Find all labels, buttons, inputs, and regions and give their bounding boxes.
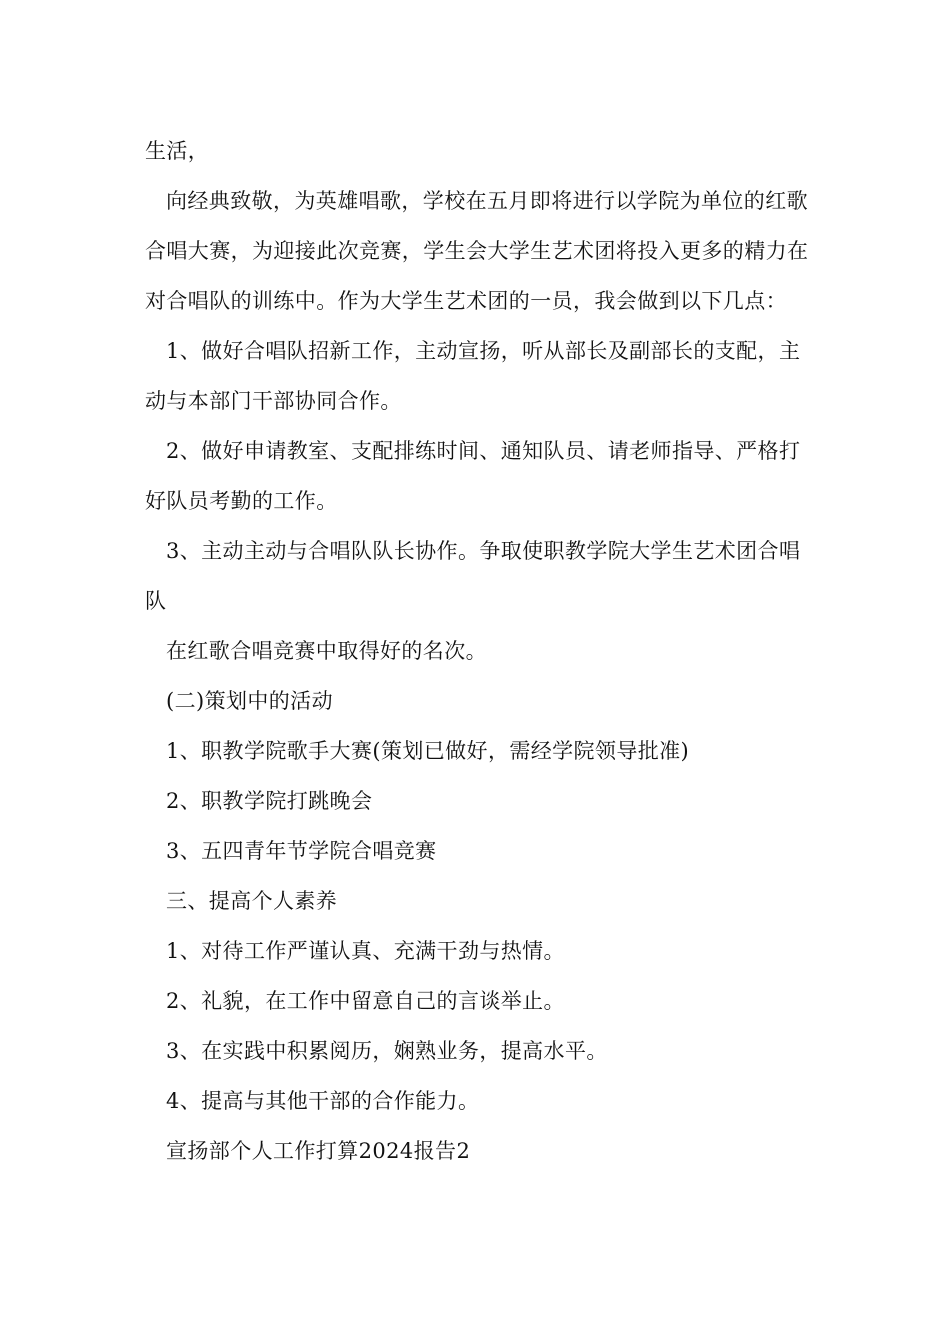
activity-item-1: 1、职教学院歌手大赛(策划已做好，需经学院领导批准) (166, 739, 690, 763)
quality-item-2: 2、礼貌，在工作中留意自己的言谈举止。 (166, 989, 565, 1013)
paragraph-intro: 向经典致敬，为英雄唱歌，学校在五月即将进行以学院为单位的红歌合唱大赛，为迎接此次竞赛，学生会大学生艺术团将投入更多的精力在对合唱队的训练中。作为大学生艺术团的一员，我会做到以下几点： (145, 189, 809, 313)
report-title: 宣扬部个人工作打算2024报告2 (166, 1139, 471, 1163)
quality-item-4: 4、提高与其他干部的合作能力。 (166, 1089, 480, 1113)
activity-item-3: 3、五四青年节学院合唱竞赛 (166, 839, 437, 863)
section-heading-planned-activities: (二)策划中的活动 (166, 689, 333, 713)
activity-item-2: 2、职教学院打跳晚会 (166, 789, 373, 813)
quality-item-3: 3、在实践中积累阅历，娴熟业务，提高水平。 (166, 1039, 608, 1063)
paragraph-item-3: 3、主动主动与合唱队队长协作。争取使职教学院大学生艺术团合唱队 (145, 539, 801, 613)
paragraph-item-2: 2、做好申请教室、支配排练时间、通知队员、请老师指导、严格打好队员考勤的工作。 (145, 439, 801, 513)
paragraph-life: 生活， (145, 139, 210, 163)
quality-item-1: 1、对待工作严谨认真、充满干劲与热情。 (166, 939, 565, 963)
paragraph-ranking: 在红歌合唱竞赛中取得好的名次。 (166, 639, 487, 663)
document-page (145, 126, 810, 1176)
paragraph-item-1: 1、做好合唱队招新工作，主动宣扬，听从部长及副部长的支配，主动与本部门干部协同合作。 (145, 339, 801, 413)
section-heading-personal-quality: 三、提高个人素养 (166, 889, 338, 913)
